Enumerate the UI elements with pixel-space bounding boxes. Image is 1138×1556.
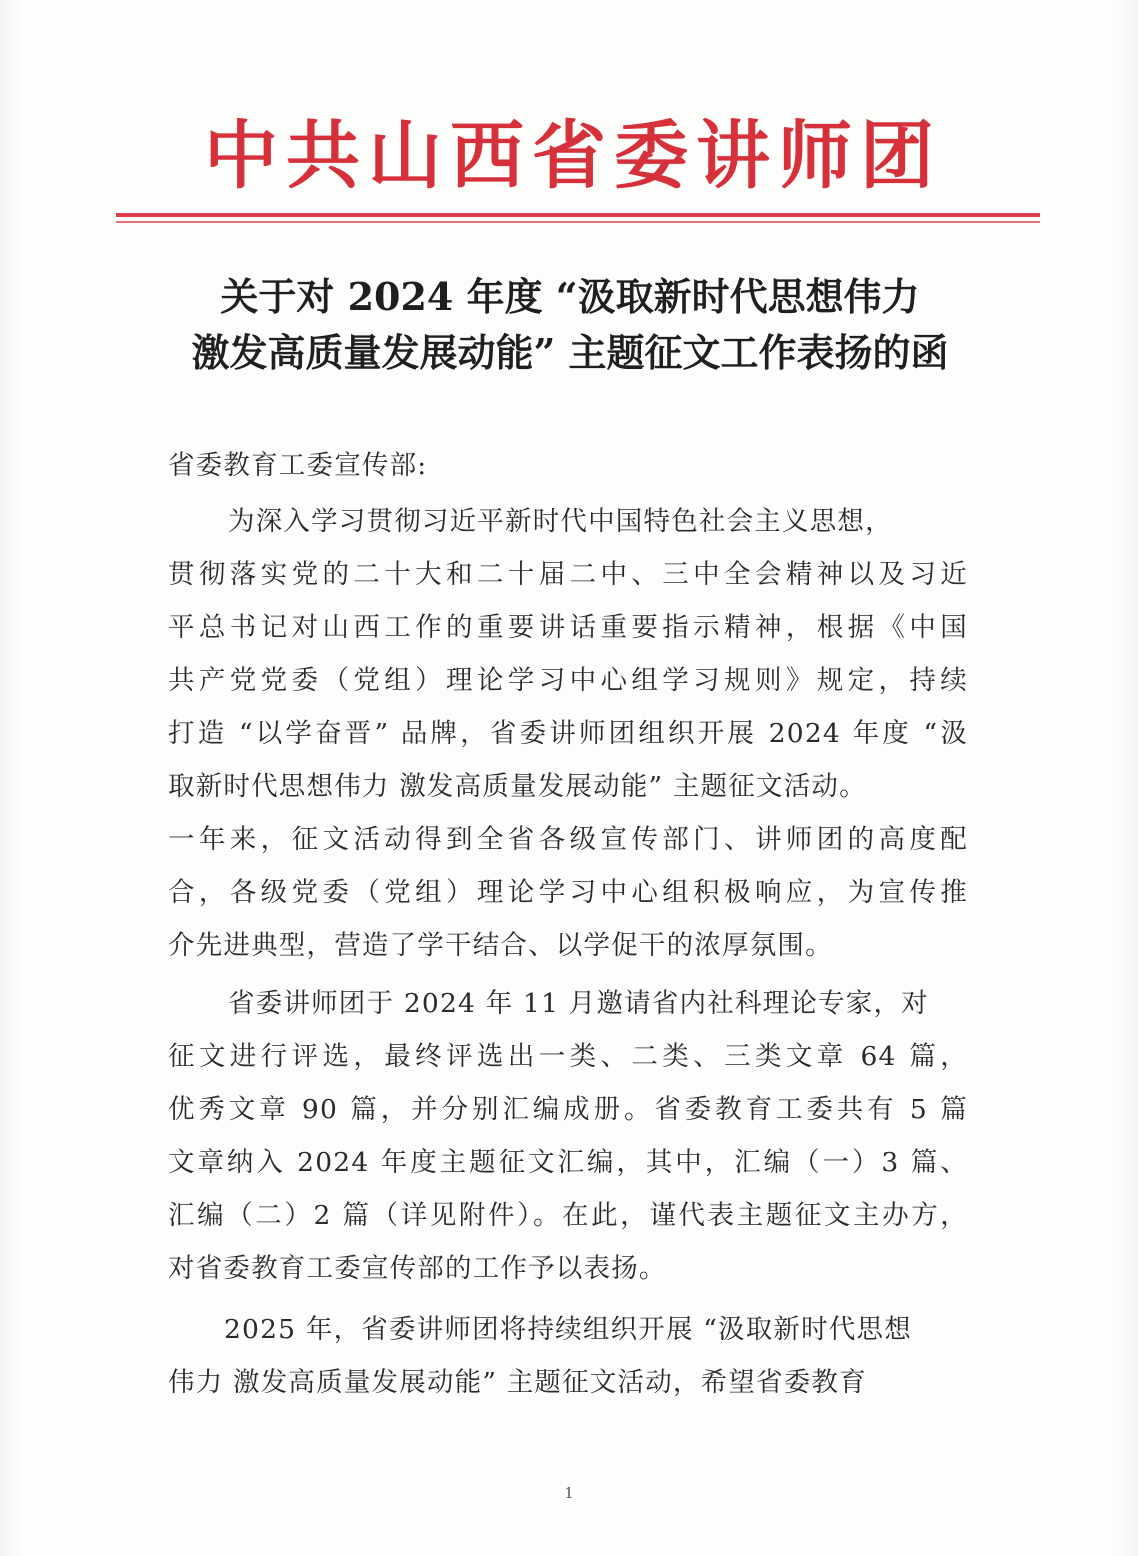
body-line: 对省委教育工委宣传部的工作予以表扬。	[168, 1253, 667, 1284]
body-line: 贯彻落实党的二十大和二十届二中、三中全会精神以及习近	[168, 559, 968, 590]
body-line: 共产党党委（党组）理论学习中心组学习规则》规定，持续	[168, 665, 968, 696]
letterhead-rule-thick	[116, 213, 1040, 217]
body-line: 汇编（二）2 篇（详见附件）。在此，谨代表主题征文主办方，	[168, 1200, 968, 1231]
page-number: 1	[564, 1484, 574, 1502]
document-title-line-2: 激发高质量发展动能” 主题征文工作表扬的函	[191, 330, 949, 375]
body-line: 征文进行评选，最终评选出一类、二类、三类文章 64 篇，	[168, 1041, 968, 1072]
body-line: 优秀文章 90 篇，并分别汇编成册。省委教育工委共有 5 篇	[168, 1094, 968, 1125]
document-title-line-1: 关于对 2024 年度 “汲取新时代思想伟力	[220, 274, 920, 319]
letterhead-rule-thin	[116, 221, 1040, 223]
body-line: 取新时代思想伟力 激发高质量发展动能” 主题征文活动。	[168, 771, 867, 802]
body-line: 一年来，征文活动得到全省各级宣传部门、讲师团的高度配	[168, 824, 968, 855]
body-line: 为深入学习贯彻习近平新时代中国特色社会主义思想，	[228, 506, 893, 537]
body-line: 文章纳入 2024 年度主题征文汇编，其中，汇编（一）3 篇、	[168, 1147, 968, 1178]
body-line: 介先进典型，营造了学干结合、以学促干的浓厚氛围。	[168, 930, 833, 961]
body-line: 平总书记对山西工作的重要讲话重要指示精神，根据《中国	[168, 612, 968, 643]
body-line: 打造 “以学奋晋” 品牌，省委讲师团组织开展 2024 年度 “汲	[168, 718, 968, 749]
body-line: 省委讲师团于 2024 年 11 月邀请省内社科理论专家，对	[228, 988, 929, 1019]
body-line: 合，各级党委（党组）理论学习中心组积极响应，为宣传推	[168, 877, 968, 908]
letterhead-title: 中共山西省委讲师团	[204, 113, 942, 199]
addressee: 省委教育工委宣传部:	[168, 450, 428, 481]
body-line: 2025 年，省委讲师团将持续组织开展 “汲取新时代思想	[224, 1314, 912, 1345]
body-line: 伟力 激发高质量发展动能” 主题征文活动，希望省委教育	[168, 1367, 867, 1398]
